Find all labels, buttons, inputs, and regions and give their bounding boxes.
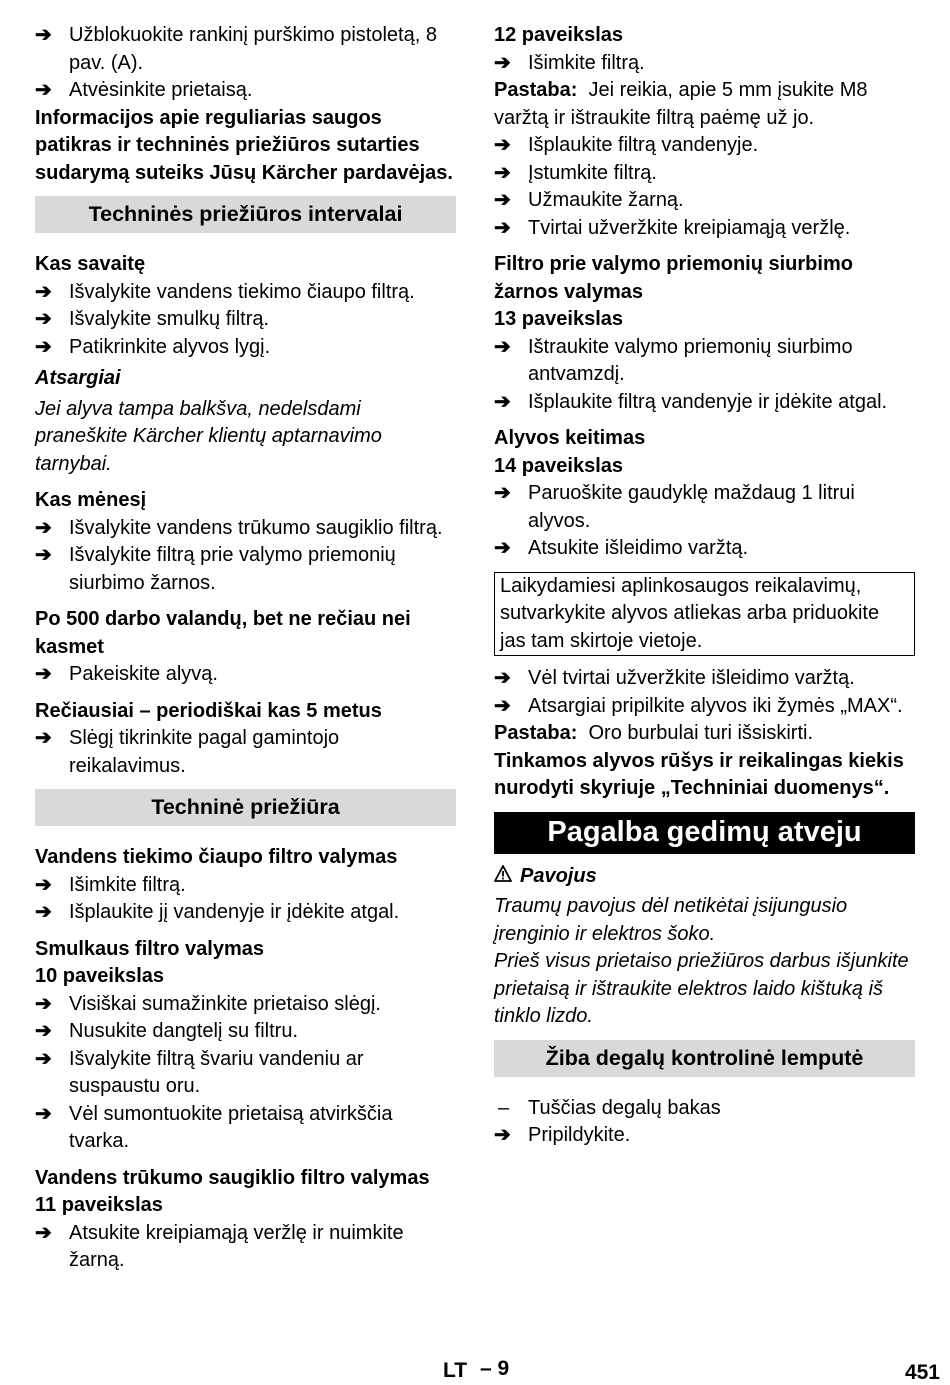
step: ➔ Išvalykite vandens trūkumo saugiklio filtrą. [35, 515, 456, 543]
step: ➔ Užblokuokite rankinį purškimo pistoletą, 8 pav. (A). [35, 24, 437, 74]
arrow-right-icon: ➔ [35, 873, 52, 896]
arrow-right-icon: ➔ [494, 390, 511, 413]
arrow-right-icon: ➔ [35, 1020, 52, 1042]
figure-ref: 10 paveikslas [35, 965, 164, 987]
arrow-right-icon: ➔ [35, 308, 52, 330]
arrow-right-icon: ➔ [494, 335, 511, 358]
warning-triangle-icon [494, 863, 512, 891]
step: ➔ Atsukite išleidimo varžtą. [494, 535, 915, 563]
section-heading-fuel-lamp: Žiba degalų kontrolinė lemputė [494, 1040, 915, 1077]
arrow-right-icon: ➔ [494, 216, 511, 239]
arrow-right-icon: ➔ [35, 992, 52, 1015]
arrow-right-icon: ➔ [35, 727, 52, 749]
step: ➔ Patikrinkite alyvos lygį. [35, 334, 456, 362]
figure-ref: 13 paveikslas [494, 308, 623, 330]
arrow-right-icon: ➔ [35, 24, 52, 46]
step: ➔ Vėl sumontuokite prietaisą atvirkščia tvarka. [35, 1102, 393, 1152]
footer-section-page: – 9 [480, 1357, 510, 1380]
note: Pastaba: Oro burbulai turi išsiskirti. [494, 722, 814, 744]
arrow-right-icon: ➔ [494, 537, 511, 559]
step: ➔ Pripildykite. [494, 1122, 915, 1150]
step: ➔ Išvalykite smulkų filtrą. [35, 306, 456, 334]
footer-language: LT [443, 1359, 468, 1382]
environment-note-box: Laikydamiesi aplinkosaugos reikalavimų, sutvarkykite alyvos atliekas arba priduokite jas tam skirtoje vietoje. [494, 572, 915, 657]
danger-label: Pavojus [494, 863, 915, 891]
subheading-tap-filter: Vandens tiekimo čiaupo filtro valymas [35, 846, 398, 868]
step: ➔ Išvalykite vandens tiekimo čiaupo filtrą. [35, 279, 456, 307]
arrow-right-icon: ➔ [494, 134, 511, 156]
arrow-right-icon: ➔ [35, 901, 52, 923]
step: ➔ Nusukite dangtelį su filtru. [35, 1018, 456, 1046]
footer-page-number: 451 [904, 1361, 940, 1384]
step: ➔ Išplaukite filtrą vandenyje ir įdėkite atgal. [494, 389, 915, 417]
dealer-note: Informacijos apie reguliarias saugos patikras ir techninės priežiūros sutarties sudarymą suteiks Jūsų Kärcher pardavėjas. [35, 106, 453, 184]
step: ➔ Išimkite filtrą. [35, 872, 456, 900]
section-heading-troubleshooting: Pagalba gedimų atveju [494, 812, 915, 854]
step: ➔ Įstumkite filtrą. [494, 160, 915, 188]
cause-item: – Tuščias degalų bakas [494, 1095, 915, 1123]
step: ➔ Paruoškite gaudyklę maždaug 1 litrui alyvos. [494, 482, 855, 532]
subheading-fine-filter: Smulkaus filtro valymas [35, 937, 264, 960]
arrow-right-icon: ➔ [35, 544, 52, 566]
subheading-weekly: Kas savaitę [35, 253, 146, 275]
figure-ref: 12 paveikslas [494, 24, 623, 46]
arrow-right-icon: ➔ [35, 280, 52, 303]
subheading-5-years: Rečiausiai – periodiškai kas 5 metus [35, 699, 382, 722]
step: ➔ Atsargiai pripilkite alyvos iki žymės „MAX“. [494, 693, 915, 721]
arrow-right-icon: ➔ [35, 663, 52, 685]
arrow-right-icon: ➔ [35, 1102, 52, 1125]
step: ➔ Pakeiskite alyvą. [35, 661, 456, 689]
arrow-right-icon: ➔ [35, 335, 52, 358]
arrow-right-icon: ➔ [494, 694, 511, 717]
arrow-right-icon: ➔ [35, 1047, 52, 1070]
left-column [35, 22, 456, 1275]
subheading-500-hours: Po 500 darbo valandų, bet ne rečiau nei kasmet [35, 608, 411, 658]
section-heading-maintenance: Techninė priežiūra [35, 789, 456, 826]
subheading-low-water-filter: Vandens trūkumo saugiklio filtro valymas [35, 1166, 430, 1189]
caution-text: Jei alyva tampa balkšva, nedelsdami praneškite Kärcher klientų aptarnavimo tarnybai. [35, 397, 382, 475]
dash-marker: – [498, 1096, 510, 1119]
step: ➔ Visiškai sumažinkite prietaiso slėgį. [35, 991, 456, 1019]
step: ➔ Išvalykite filtrą švariu vandeniu ar suspaustu oru. [35, 1047, 364, 1097]
danger-text: Prieš visus prietaiso priežiūros darbus išjunkite prietaisą ir ištraukite elektros laido kištuką iš tinklo lizdo. [494, 950, 909, 1027]
figure-ref: 14 paveikslas [494, 454, 623, 477]
arrow-right-icon: ➔ [494, 667, 511, 689]
figure-ref: 11 paveikslas [35, 1194, 163, 1216]
step: ➔ Atsukite kreipiamąją veržlę ir nuimkite žarną. [35, 1221, 404, 1271]
step: ➔ Tvirtai užveržkite kreipiamąją veržlę. [494, 215, 915, 243]
arrow-right-icon: ➔ [35, 79, 52, 101]
step: ➔ Ištraukite valymo priemonių siurbimo antvamzdį. [494, 335, 853, 385]
caution-label: Atsargiai [35, 367, 121, 389]
step: ➔ Išplaukite jį vandenyje ir įdėkite atgal. [35, 899, 456, 927]
step: ➔ Užmaukite žarną. [494, 187, 915, 215]
arrow-right-icon: ➔ [35, 1221, 52, 1244]
note: Pastaba: Jei reikia, apie 5 mm įsukite M8 varžtą ir ištraukite filtrą paėmę už jo. [494, 79, 868, 129]
arrow-right-icon: ➔ [494, 189, 511, 211]
subheading-monthly: Kas mėnesį [35, 489, 147, 511]
danger-text: Traumų pavojus dėl netikėtai įsijungusio įrenginio ir elektros šoko. [494, 895, 848, 945]
step: ➔ Slėgį tikrinkite pagal gamintojo reikalavimus. [35, 727, 340, 777]
step: ➔ Išplaukite filtrą vandenyje. [494, 132, 915, 160]
arrow-right-icon: ➔ [494, 1124, 511, 1146]
section-heading-maintenance-intervals: Techninės priežiūros intervalai [35, 196, 456, 233]
subheading-detergent-filter: Filtro prie valymo priemonių siurbimo žarnos valymas [494, 253, 853, 303]
subheading-oil-change: Alyvos keitimas [494, 427, 646, 449]
step: ➔ Išimkite filtrą. [494, 50, 915, 78]
arrow-right-icon: ➔ [494, 482, 511, 504]
right-column [494, 22, 915, 1150]
step: ➔ Vėl tvirtai užveržkite išleidimo varžtą. [494, 665, 915, 693]
oil-types-note: Tinkamos alyvos rūšys ir reikalingas kiekis nurodyti skyriuje „Techniniai duomenys“. [494, 749, 904, 799]
arrow-right-icon: ➔ [494, 51, 511, 74]
step: ➔ Atvėsinkite prietaisą. [35, 77, 456, 105]
arrow-right-icon: ➔ [494, 161, 511, 184]
step: ➔ Išvalykite filtrą prie valymo priemonių siurbimo žarnos. [35, 544, 396, 594]
arrow-right-icon: ➔ [35, 516, 52, 539]
